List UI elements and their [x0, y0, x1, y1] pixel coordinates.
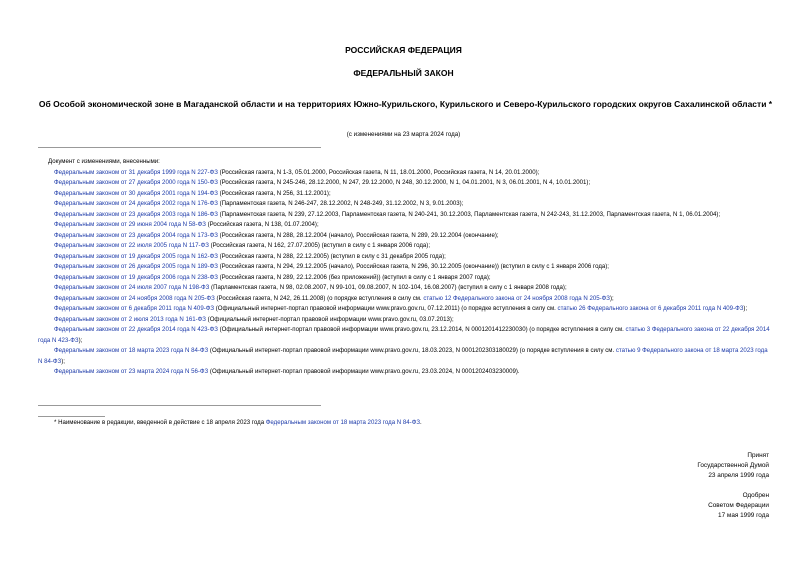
amendment-link[interactable]: Федеральным законом от 23 декабря 2003 года N 186-ФЗ — [54, 210, 218, 218]
amendments-list — [38, 168, 773, 378]
amendment-item — [38, 252, 773, 263]
amendment-link[interactable]: Федеральным законом от 2 июля 2013 года N 161-ФЗ — [54, 315, 206, 323]
amendment-link[interactable]: Федеральным законом от 23 декабря 2004 года N 173-ФЗ — [54, 231, 218, 239]
footnote-link[interactable]: Федеральным законом от 18 марта 2023 года N 84-ФЗ — [265, 419, 421, 426]
amendment-source: (Официальный интернет-портал правовой информации www.pravo.gov.ru, 23.12.2014, N 0001201412230030) (о порядке вступления в силу см. — [217, 326, 626, 333]
amendment-source: (Российская газета, N 138, 01.07.2004); — [205, 221, 319, 228]
amendment-item — [38, 315, 773, 326]
amendment-source: (Парламентская газета, N 239, 27.12.2003, Парламентская газета, N 240-241, 30.12.2003, Парламентская газета, N 242-243, 31.12.2003, Парламентская газета, N 1, 06.01.2004); — [217, 210, 721, 218]
amendment-link[interactable]: Федеральным законом от 30 декабря 2001 года N 194-ФЗ — [54, 189, 218, 197]
law-title: Об Особой экономической зоне в Магаданской области и на территориях Южно-Курильского, Курильского и Северо-Курильского городских округов Сахалинской области * — [38, 99, 773, 109]
amendment-source: (Официальный интернет-портал правовой информации www.pravo.gov.ru, 07.12.2011) (о порядке вступления в силу см. — [214, 305, 558, 312]
adopted-line-2: Государственной Думой — [697, 462, 769, 469]
amendment-link[interactable]: Федеральным законом от 23 марта 2024 года N 56-ФЗ — [54, 368, 209, 375]
amendment-effective-link[interactable]: статью 9 Федерального закона от 18 марта 2023 года N 84-ФЗ — [38, 347, 768, 365]
amendment-source: (Российская газета, N 245-246, 28.12.2000, N 247, 29.12.2000, N 248, 30.12.2000, N 1, 04.01.2001, N 3, 06.01.2001, N 4, 10.01.2001); — [217, 179, 591, 186]
adopted-block — [697, 451, 769, 481]
amendment-item — [38, 199, 773, 210]
amendment-link[interactable]: Федеральным законом от 19 декабря 2005 года N 162-ФЗ — [54, 252, 218, 260]
amendment-effective-link[interactable]: статью 12 Федерального закона от 24 ноября 2008 года N 205-ФЗ — [423, 294, 610, 302]
amendment-source: (Официальный интернет-портал правовой информации www.pravo.gov.ru, 23.03.2024, N 0001202403230009). — [208, 368, 520, 375]
amendment-link[interactable]: Федеральным законом от 26 декабря 2005 года N 189-ФЗ — [54, 263, 218, 270]
amendment-source: (Российская газета, N 256, 31.12.2001); — [217, 189, 331, 197]
approved-line-2: Советом Федерации — [708, 502, 769, 509]
divider-bottom — [38, 405, 321, 406]
amendment-item — [38, 178, 773, 189]
amendment-source: (Российская газета, N 288, 22.12.2005) (вступил в силу с 31 декабря 2005 года); — [217, 252, 446, 260]
amendment-tail: ); — [743, 305, 748, 312]
amendment-item — [38, 325, 773, 346]
adopted-line-1: Принят — [747, 452, 769, 459]
footnote-tail: . — [420, 419, 422, 426]
amendment-item — [38, 294, 773, 305]
amendments-intro: Документ с изменениями, внесенными: — [48, 158, 160, 165]
amendment-effective-link[interactable]: статью 3 Федерального закона от 22 декабря 2014 года N 423-ФЗ — [38, 326, 770, 344]
amendment-link[interactable]: Федеральным законом от 24 июля 2007 года N 198-ФЗ — [54, 284, 210, 291]
amendment-item — [38, 304, 773, 315]
approved-line-1: Одобрен — [742, 492, 769, 499]
amendment-link[interactable]: Федеральным законом от 22 декабря 2014 года N 423-ФЗ — [54, 326, 218, 333]
amendment-item — [38, 241, 773, 252]
amendment-source: (Парламентская газета, N 246-247, 28.12.2002, N 248-249, 31.12.2002, N 3, 9.01.2003); — [217, 200, 464, 207]
amendment-source: (Российская газета, N 1-3, 05.01.2000, Российская газета, N 11, 18.01.2000, Российская газета, N 14, 20.01.2000); — [217, 168, 540, 176]
amendment-tail: ); — [78, 336, 83, 344]
amendment-source: (Официальный интернет-портал правовой информации www.pravo.gov.ru, 18.03.2023, N 0001202303180029) (о порядке вступления в силу см. — [208, 347, 616, 354]
amendment-source: (Российская газета, N 242, 26.11.2008) (о порядке вступления в силу см. — [214, 294, 424, 302]
amendment-link[interactable]: Федеральным законом от 6 декабря 2011 года N 409-ФЗ — [54, 305, 215, 312]
amendment-item — [38, 168, 773, 179]
footnote-separator — [38, 416, 105, 417]
amendment-item — [38, 210, 773, 221]
adopted-line-3: 23 апреля 1999 года — [708, 472, 769, 479]
amendment-link[interactable]: Федеральным законом от 19 декабря 2006 года N 238-ФЗ — [54, 273, 218, 281]
footnote-text: * Наименование в редакции, введенной в действие с 18 апреля 2023 года — [54, 419, 266, 426]
amendment-source: (Российская газета, N 294, 29.12.2005 (начало), Российская газета, N 296, 30.12.2005 (окончание)) (вступил в силу с 1 января 2006 года); — [217, 263, 609, 270]
approved-block — [708, 491, 769, 521]
amendment-item — [38, 367, 773, 378]
amendment-source: (Официальный интернет-портал правовой информации www.pravo.gov.ru, 03.07.2013); — [205, 315, 454, 323]
amendment-source: (Российская газета, N 288, 28.12.2004 (начало), Российская газета, N 289, 29.12.2004 (окончание); — [217, 231, 499, 239]
amendments-block — [38, 157, 773, 378]
amendment-link[interactable]: Федеральным законом от 24 ноября 2008 года N 205-ФЗ — [54, 294, 215, 302]
law-type-heading: ФЕДЕРАЛЬНЫЙ ЗАКОН — [353, 68, 454, 78]
amendment-item — [38, 273, 773, 284]
divider-top — [38, 147, 321, 148]
amendment-source: (Парламентская газета, N 98, 02.08.2007, N 99-101, 09.08.2007, N 102-104, 16.08.2007) (вступил в силу с 1 января 2008 года); — [209, 284, 567, 291]
amendment-link[interactable]: Федеральным законом от 27 декабря 2000 года N 150-ФЗ — [54, 179, 218, 186]
amendment-source: (Российская газета, N 162, 27.07.2005) (вступил в силу с 1 января 2006 года); — [208, 242, 431, 249]
amendment-item — [38, 231, 773, 242]
amendment-tail: ); — [609, 294, 614, 302]
footnote — [38, 419, 773, 426]
amendment-link[interactable]: Федеральным законом от 22 июля 2005 года N 117-ФЗ — [54, 242, 209, 249]
amendment-source: (Российская газета, N 289, 22.12.2006 (без приложений)) (вступил в силу с 1 января 2007 года); — [217, 273, 491, 281]
amendment-link[interactable]: Федеральным законом от 29 июня 2004 года N 58-ФЗ — [54, 221, 206, 228]
amendment-item — [38, 262, 773, 273]
country-heading: РОССИЙСКАЯ ФЕДЕРАЦИЯ — [345, 45, 462, 55]
amendment-link[interactable]: Федеральным законом от 31 декабря 1999 года N 227-ФЗ — [54, 168, 218, 176]
amendment-tail: ); — [61, 357, 65, 365]
amendment-item — [38, 220, 773, 231]
amended-note: (с изменениями на 23 марта 2024 года) — [346, 131, 461, 138]
approved-line-3: 17 мая 1999 года — [718, 512, 769, 519]
amendment-item — [38, 189, 773, 200]
amendment-effective-link[interactable]: статью 26 Федерального закона от 6 декабря 2011 года N 409-ФЗ — [557, 305, 744, 312]
amendment-link[interactable]: Федеральным законом от 18 марта 2023 года N 84-ФЗ — [54, 347, 209, 354]
amendment-item — [38, 283, 773, 294]
amendment-item — [38, 346, 773, 367]
amendment-link[interactable]: Федеральным законом от 24 декабря 2002 года N 176-ФЗ — [54, 200, 218, 207]
